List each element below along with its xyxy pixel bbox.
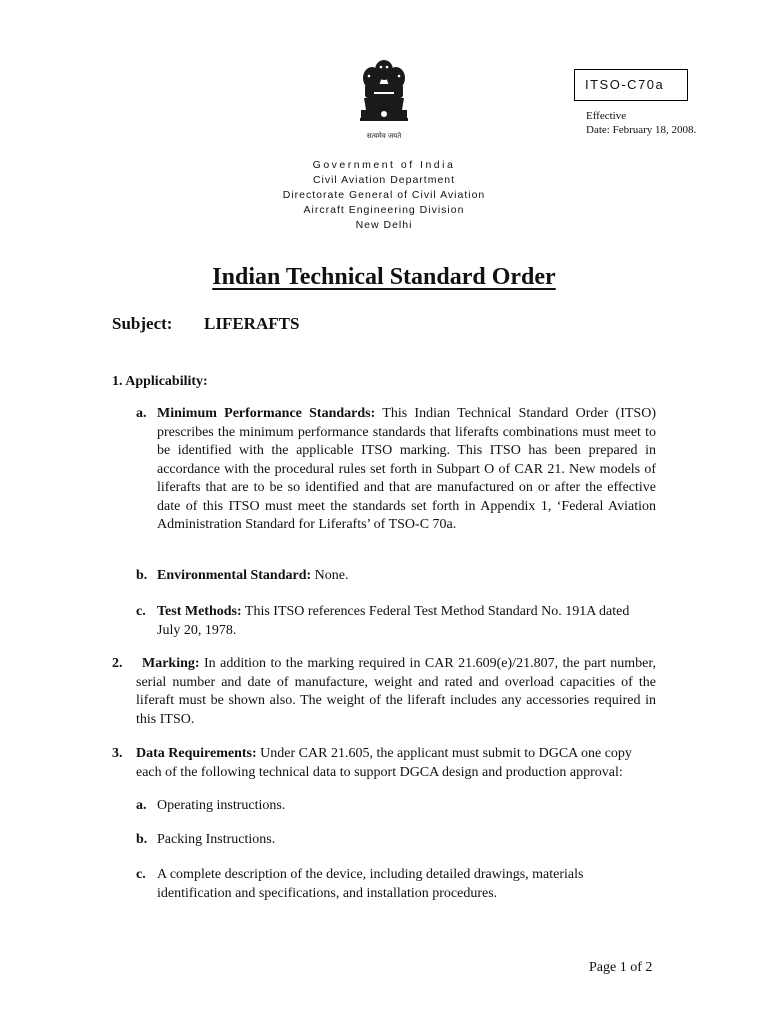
org-line-city: New Delhi xyxy=(355,219,413,231)
org-line-division: Aircraft Engineering Division xyxy=(303,204,465,216)
section-data-paragraph xyxy=(136,745,658,782)
effective-date-block xyxy=(586,109,696,137)
item-1c-marker: c. xyxy=(136,604,146,619)
org-line-department: Civil Aviation Department xyxy=(312,174,456,186)
state-emblem-icon xyxy=(352,52,416,144)
order-number: ITSO-C70a xyxy=(585,77,665,92)
item-1a-text: This Indian Technical Standard Order (ITSO) prescribes the minimum performance standards that liferafts combinations must meet to be identified with the applicable ITSO marking. This ITSO has been prepared in accordance with the procedural rules set forth in Subpart O of CAR 21. New models of liferafts that are to be so identified and that are manufactured on or after the effective date of this ITSO must meet the standards set forth in Appendix 1, ‘Federal Aviation Administration Standard for Liferafts’ of TSO-C 70a. xyxy=(157,406,656,532)
section-applicability-heading: 1. Applicability: xyxy=(112,374,208,389)
item-1b-text: None. xyxy=(314,568,349,583)
document-title: Indian Technical Standard Order xyxy=(212,264,556,290)
section-data-number: 3. xyxy=(112,746,123,761)
item-3c-text: A complete description of the device, including detailed drawings, materials identification and specifications, and installation procedures. xyxy=(157,867,584,901)
section-marking-number: 2. xyxy=(112,656,123,671)
section-marking-title: Marking: xyxy=(142,656,200,671)
section-data-title: Data Requirements: xyxy=(136,746,257,761)
item-1b-paragraph xyxy=(157,567,349,586)
emblem-motto: सत्यमेव जयते xyxy=(366,132,402,140)
subject-line xyxy=(112,314,300,334)
subject-value: LIFERAFTS xyxy=(204,314,300,333)
section-marking-paragraph xyxy=(136,655,656,729)
section-data-text: Under CAR 21.605, the applicant must submit to DGCA one copy each of the following technical data to support DGCA design and production approval: xyxy=(136,746,632,780)
item-3b-marker: b. xyxy=(136,832,148,847)
item-3a-text: Operating instructions. xyxy=(157,798,286,813)
subject-label: Subject: xyxy=(112,314,173,333)
effective-date: Date: February 18, 2008. xyxy=(586,124,697,136)
item-1a-marker: a. xyxy=(136,406,147,421)
item-3c-marker: c. xyxy=(136,867,146,882)
item-1b-title: Environmental Standard: xyxy=(157,568,312,583)
effective-label: Effective xyxy=(586,110,627,122)
item-1a-paragraph xyxy=(157,405,656,535)
order-number-box xyxy=(574,69,688,101)
organization-block xyxy=(234,158,534,233)
item-3a-marker: a. xyxy=(136,798,147,813)
section-marking-text: In addition to the marking required in CAR 21.609(e)/21.807, the part number, serial number and date of manufacture, weight and rated and overload capacities of the liferaft must be shown also. The weight of the liferaft includes any accessories required in this ITSO. xyxy=(136,656,656,727)
item-1c-text: This ITSO references Federal Test Method Standard No. 191A dated July 20, 1978. xyxy=(157,604,630,638)
item-1a-title: Minimum Performance Standards: xyxy=(157,406,376,421)
page-number: Page 1 of 2 xyxy=(589,960,653,975)
org-line-government: Government of India xyxy=(312,159,456,171)
item-1c-title: Test Methods: xyxy=(157,604,242,619)
item-1b-marker: b. xyxy=(136,568,148,583)
org-line-directorate: Directorate General of Civil Aviation xyxy=(282,189,486,201)
item-3b-text: Packing Instructions. xyxy=(157,832,276,847)
item-1c-paragraph xyxy=(157,603,656,640)
